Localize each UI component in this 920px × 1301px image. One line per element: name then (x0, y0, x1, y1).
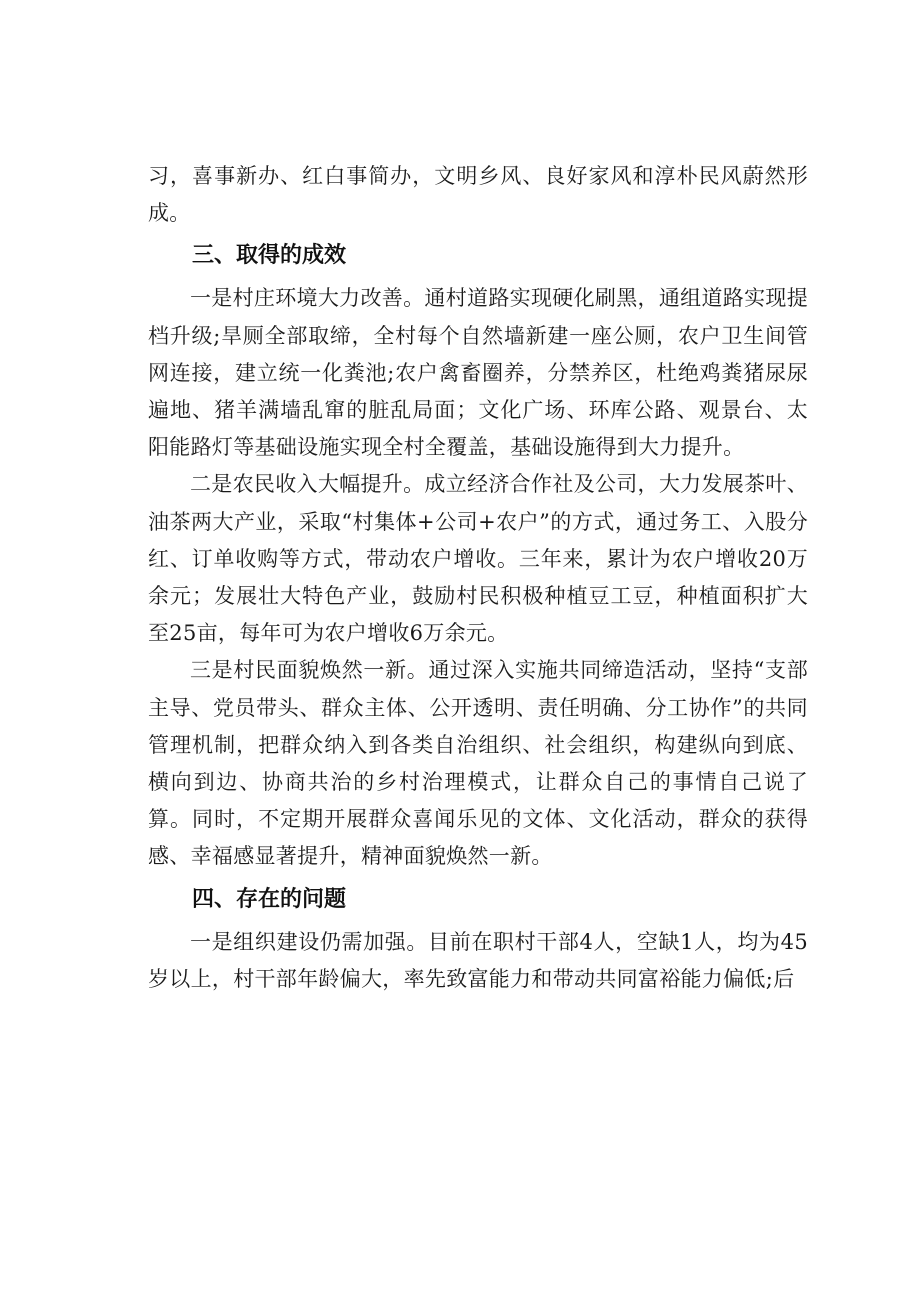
section-heading-achievements: 三、取得的成效 (192, 243, 347, 269)
paragraph-continuation: 习，喜事新办、红白事简办，文明乡风、良好家风和淳朴民风蔚然形成。 (148, 164, 808, 226)
document-body (148, 158, 808, 998)
paragraph-villager-appearance: 三是村民面貌焕然一新。通过深入实施共同缔造活动，坚持“支部主导、党员带头、群众主体、公开透明、责任明确、分工协作”的共同管理机制，把群众纳入到各类自治组织、社会组织，构建纵向到底、横向到边、协商共治的乡村治理模式，让群众自己的事情自己说了算。同时，不定期开展群众喜闻乐见的文体、文化活动，群众的获得感、幸福感显著提升，精神面貌焕然一新。 (148, 658, 808, 869)
section-heading-problems: 四、存在的问题 (192, 886, 347, 912)
paragraph-farmer-income: 二是农民收入大幅提升。成立经济合作社及公司，大力发展茶叶、油茶两大产业，采取“村集体+公司+农户”的方式，通过务工、入股分红、订单收购等方式，带动农户增收。三年来，累计为农户增收20万余元；发展壮大特色产业，鼓励村民积极种植豆工豆，种植面积扩大至25亩，每年可为农户增收6万余元。 (148, 472, 808, 646)
paragraph-village-environment: 一是村庄环境大力改善。通村道路实现硬化刷黑，通组道路实现提档升级;旱厕全部取缔，全村每个自然墙新建一座公厕，农户卫生间管网连接，建立统一化粪池;农户禽畜圈养，分禁养区，杜绝鸡粪猪尿尿遍地、猪羊满墙乱窜的脏乱局面；文化广场、环库公路、观景台、太阳能路灯等基础设施实现全村全覆盖，基础设施得到大力提升。 (148, 286, 808, 460)
paragraph-organization-building: 一是组织建设仍需加强。目前在职村干部4人，空缺1人，均为45岁以上，村干部年龄偏大，率先致富能力和带动共同富裕能力偏低;后 (148, 929, 808, 991)
